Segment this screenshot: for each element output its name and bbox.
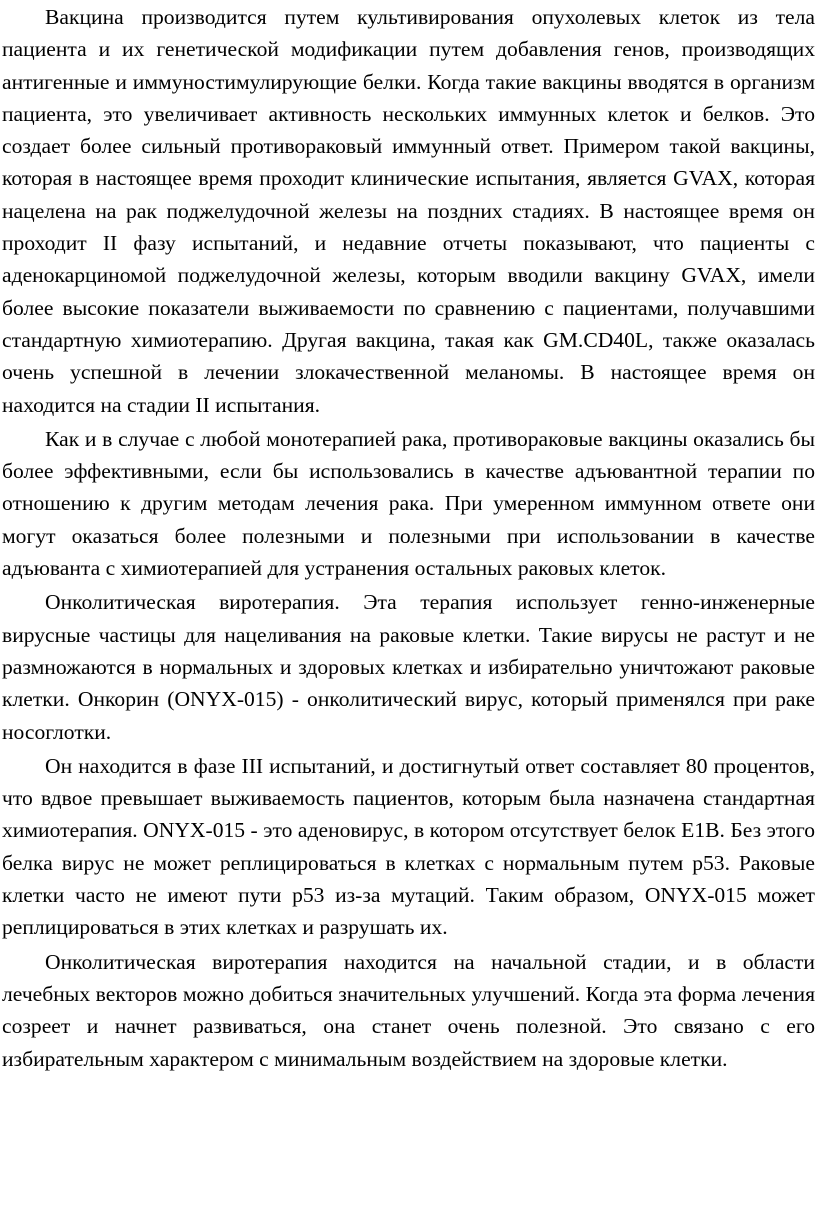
paragraph-monotherapy: Как и в случае с любой монотерапией рака, противораковые вакцины оказались бы более эффективными, если бы использовались в качестве адъювантной терапии по отношению к другим методам лечения рака. При умеренном иммунном ответе они могут оказаться более полезными и полезными при использовании в качестве адъюванта с химиотерапией для устранения остальных раковых клеток. xyxy=(2,426,815,581)
paragraph-oncolytic-virotherapy: Онколитическая виротерапия. Эта терапия использует генно-инженерные вирусные частицы для нацеливания на раковые клетки. Такие вирусы не растут и не размножаются в нормальных и здоровых клетках и избирательно уничтожают раковые клетки. Онкорин (ONYX-015) - онколитический вирус, который применялся при раке носоглотки. xyxy=(2,590,815,744)
paragraph-vaccine-production: Вакцина производится путем культивирования опухолевых клеток из тела пациента и их генетической модификации путем добавления генов, производящих антигенные и иммуностимулирующие белки. Когда такие вакцины вводятся в организм пациента, это увеличивает активность нескольких иммунных клеток и белков. Это создает более сильный противораковый иммунный ответ. Примером такой вакцины, которая в настоящее время проходит клинические испытания, является GVAX, которая нацелена на рак поджелудочной железы на поздних стадиях. В настоящее время он проходит II фазу испытаний, и недавние отчеты показывают, что пациенты с аденокарциномой поджелудочной железы, которым вводили вакцину GVAX, имели более высокие показатели выживаемости по сравнению с пациентами, получавшими стандартную химиотерапию. Другая вакцина, такая как GM.CD40L, также оказалась очень успешной в лечении злокачественной меланомы. В настоящее время он находится на стадии II испытания. xyxy=(2,5,815,417)
paragraph-onyx-015: Он находится в фазе III испытаний, и достигнутый ответ составляет 80 процентов, что вдвое превышает выживаемость пациентов, которым была назначена стандартная химиотерапия. ONYX-015 - это аденовирус, в котором отсутствует белок E1B. Без этого белка вирус не может реплицироваться в клетках с нормальным путем p53. Раковые клетки часто не имеют пути p53 из-за мутаций. Таким образом, ONYX-015 может реплицироваться в этих клетках и разрушать их. xyxy=(2,753,815,940)
paragraph-virotherapy-outlook: Онколитическая виротерапия находится на начальной стадии, и в области лечебных векторов можно добиться значительных улучшений. Когда эта форма лечения созреет и начнет развиваться, она станет очень полезной. Это связано с его избирательным характером с минимальным воздействием на здоровые клетки. xyxy=(2,949,815,1071)
